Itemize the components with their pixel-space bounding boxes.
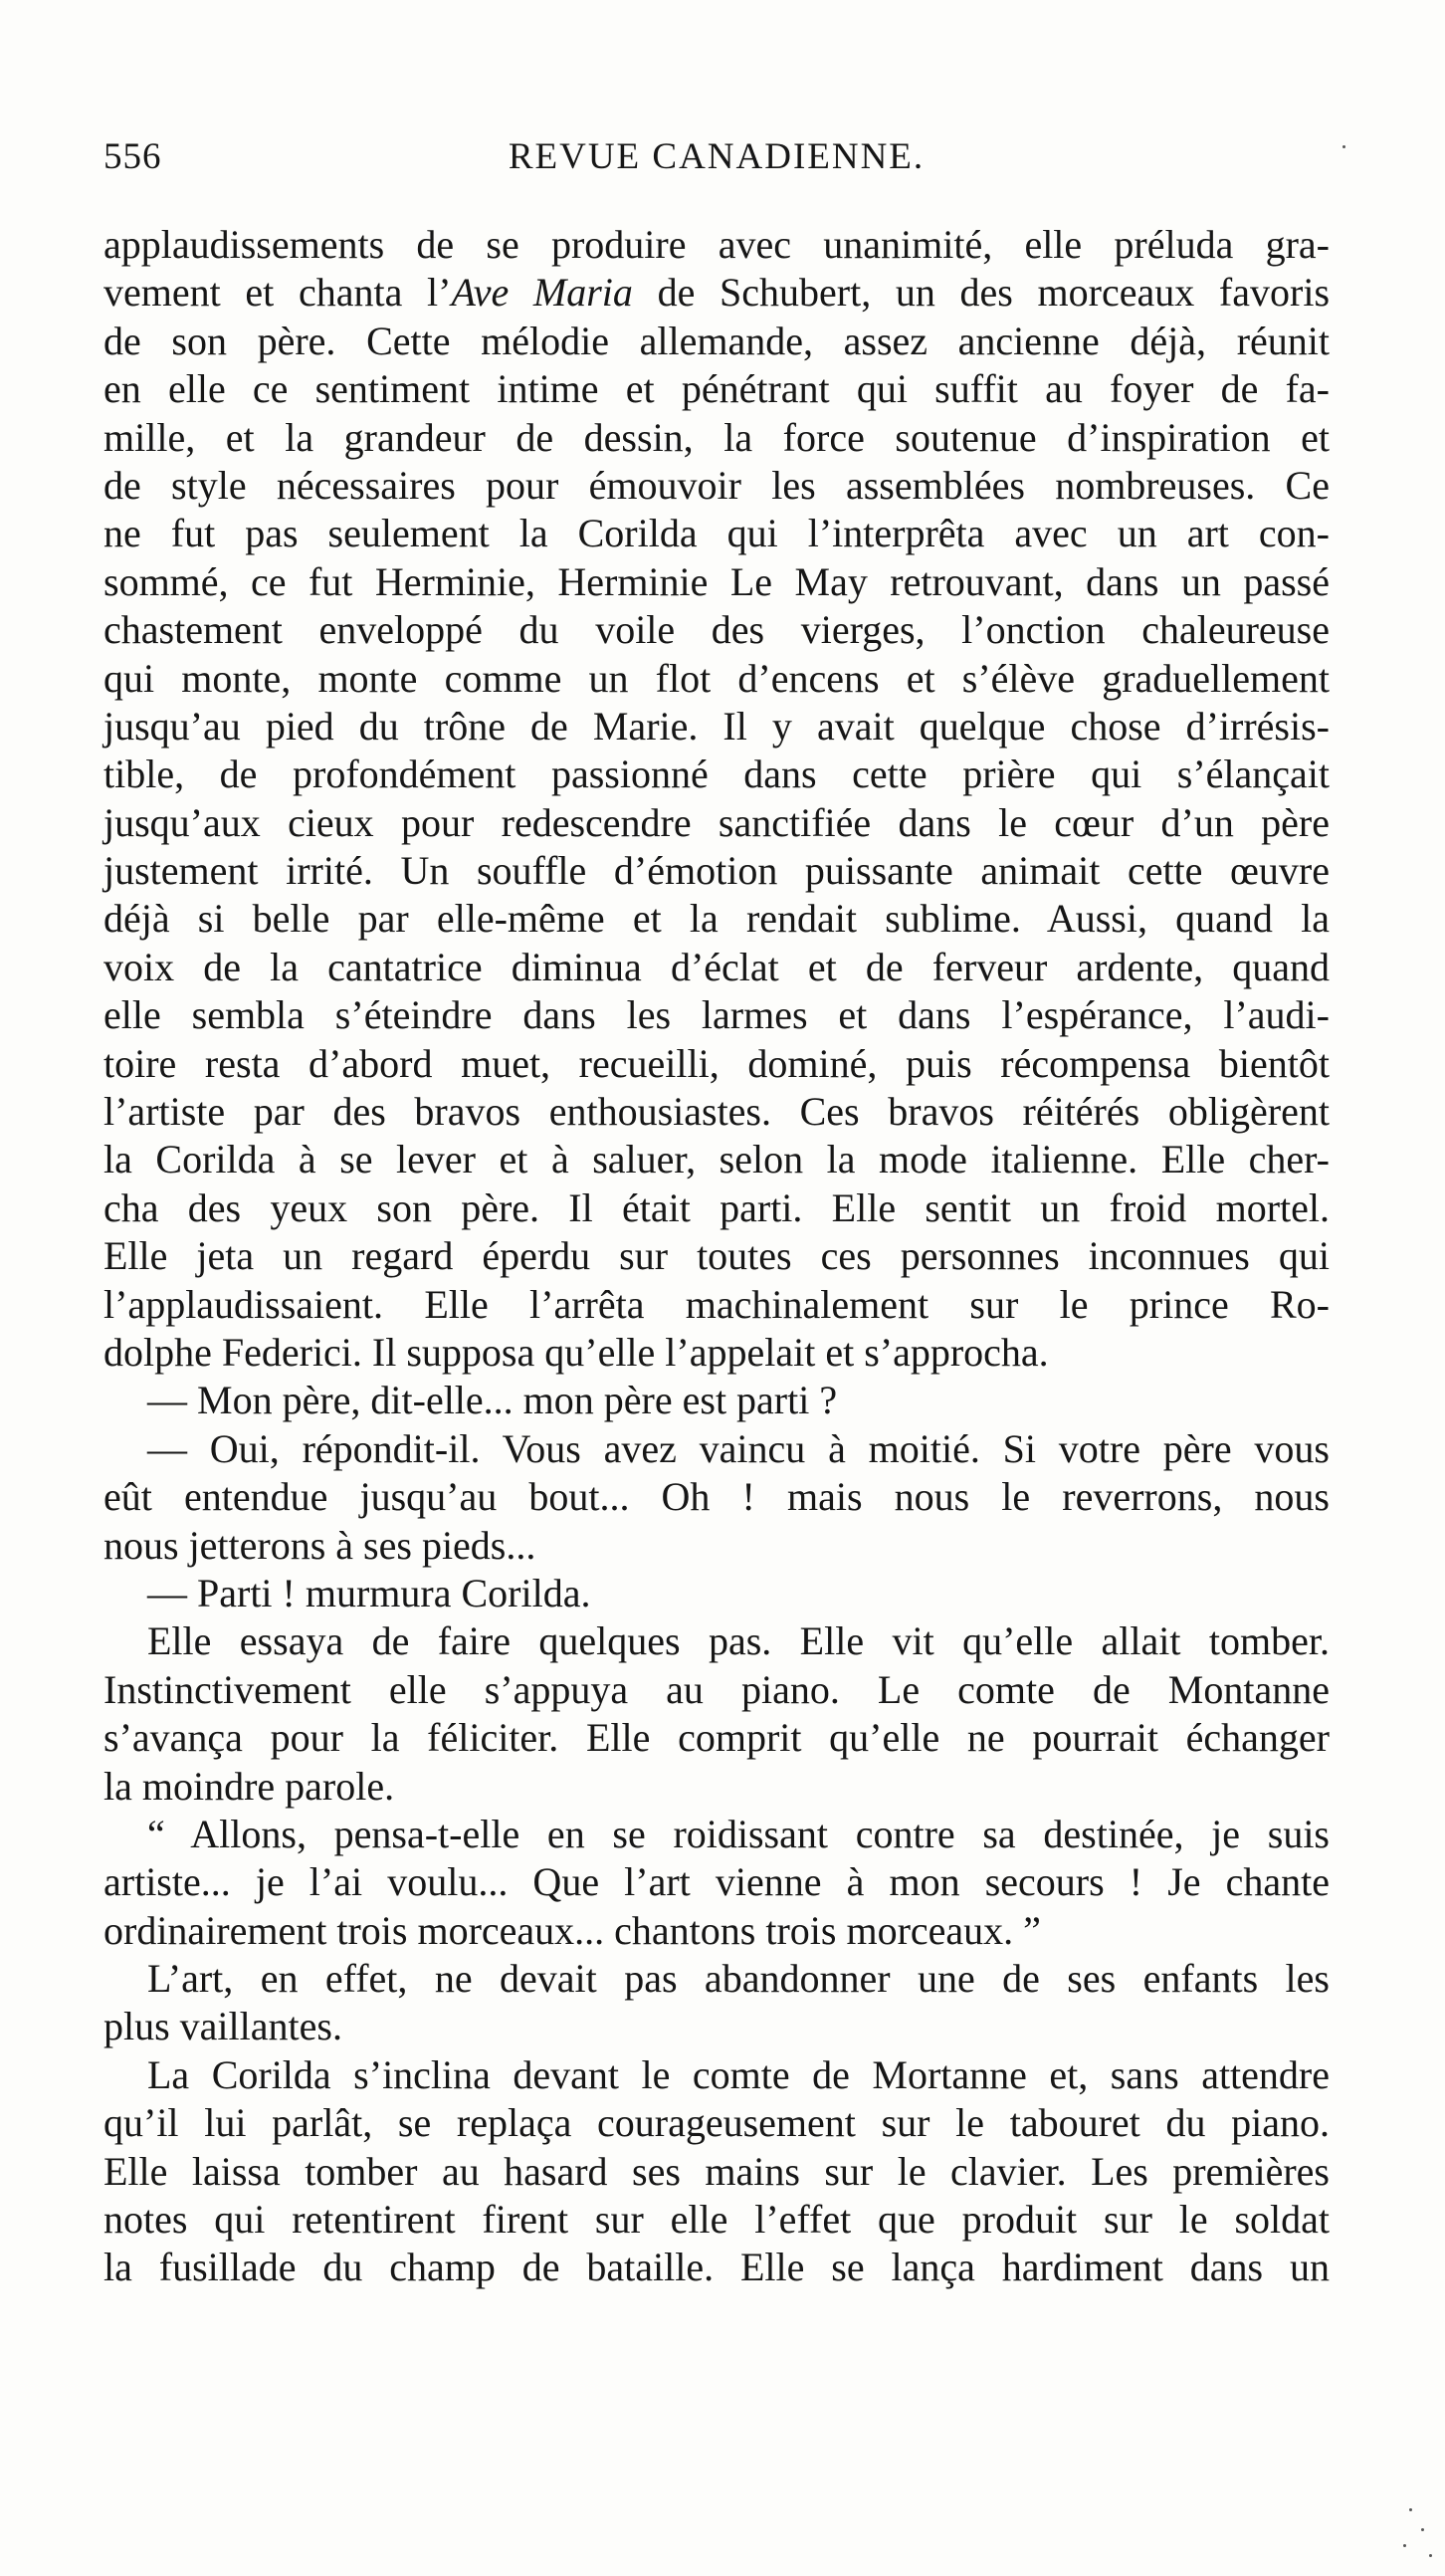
body-text	[103, 221, 1330, 2292]
journal-title: REVUE CANADIENNE.	[508, 136, 926, 177]
text-line: vement et chanta l’Ave Maria de Schubert, un des morceaux favoris	[103, 270, 1331, 316]
paragraph-start: La Corilda s’inclina devant le comte de Mortanne et, sans attendre	[147, 2051, 1330, 2097]
text-line: plus vaillantes.	[103, 2004, 342, 2049]
text-line: mille, et la grandeur de dessin, la force soutenue d’inspiration et	[103, 414, 1330, 460]
text-line: s’avança pour la féliciter. Elle comprit qu’elle ne pourrait échanger	[103, 1715, 1330, 1761]
text-line: la fusillade du champ de bataille. Elle se lança hardiment dans un	[103, 2245, 1330, 2290]
print-speck	[1342, 145, 1345, 148]
text-line: Elle laissa tomber au hasard ses mains sur le clavier. Les premières	[103, 2148, 1330, 2194]
text-line: de style nécessaires pour émouvoir les assemblées nombreuses. Ce	[103, 462, 1330, 508]
paragraph-start: Elle essaya de faire quelques pas. Elle vit qu’elle allait tomber.	[147, 1618, 1330, 1664]
running-head	[103, 135, 1330, 191]
text-line: toire resta d’abord muet, recueilli, dominé, puis récompensa bientôt	[103, 1040, 1330, 1086]
text-line: de son père. Cette mélodie allemande, assez ancienne déjà, réunit	[103, 318, 1330, 363]
text-line: chastement enveloppé du voile des vierges, l’onction chaleureuse	[103, 607, 1330, 653]
dialogue-line: — Oui, répondit-il. Vous avez vaincu à moitié. Si votre père vous	[147, 1425, 1330, 1471]
text-line: l’artiste par des bravos enthousiastes. Ces bravos réitérés obligèrent	[103, 1089, 1330, 1135]
text-line: cha des yeux son père. Il était parti. Elle sentit un froid mortel.	[103, 1184, 1330, 1230]
text-line: voix de la cantatrice diminua d’éclat et de ferveur ardente, quand	[103, 944, 1330, 989]
text-line: déjà si belle par elle-même et la rendait sublime. Aussi, quand la	[103, 896, 1330, 942]
text-line: sommé, ce fut Herminie, Herminie Le May retrouvant, dans un passé	[103, 558, 1330, 604]
italic-title: Ave Maria	[451, 270, 633, 316]
text-line: nous jetterons à ses pieds...	[103, 1522, 536, 1568]
print-speck	[1429, 2554, 1432, 2557]
dialogue-line: — Parti ! murmura Corilda.	[147, 1570, 591, 1615]
text-line: applaudissements de se produire avec unanimité, elle préluda gra-	[103, 222, 1330, 267]
text-line: notes qui retentirent firent sur elle l’effet que produit sur le soldat	[103, 2197, 1330, 2243]
page-number: 556	[103, 136, 162, 177]
text-line: la moindre parole.	[103, 1763, 395, 1809]
text-line: l’applaudissaient. Elle l’arrêta machinalement sur le prince Ro-	[103, 1281, 1330, 1327]
text-line: elle sembla s’éteindre dans les larmes et dans l’espérance, l’audi-	[103, 992, 1330, 1038]
text-line: jusqu’au pied du trône de Marie. Il y avait quelque chose d’irrésis-	[103, 703, 1330, 749]
text-line: tible, de profondément passionné dans cette prière qui s’élançait	[103, 751, 1330, 797]
paragraph-start: L’art, en effet, ne devait pas abandonner une de ses enfants les	[147, 1956, 1330, 2002]
text-line: jusqu’aux cieux pour redescendre sanctifiée dans le cœur d’un père	[103, 799, 1330, 845]
text-line: eût entendue jusqu’au bout... Oh ! mais nous le reverrons, nous	[103, 1474, 1330, 1520]
paragraph-start: “ Allons, pensa-t-elle en se roidissant contre sa destinée, je suis	[147, 1811, 1330, 1856]
text-line: qui monte, monte comme un flot d’encens et s’élève graduellement	[103, 655, 1330, 701]
text-line: ne fut pas seulement la Corilda qui l’interprêta avec un art con-	[103, 511, 1330, 556]
text-line: justement irrité. Un souffle d’émotion puissante animait cette œuvre	[103, 848, 1330, 894]
dialogue-line: — Mon père, dit-elle... mon père est parti ?	[147, 1378, 838, 1423]
text-line: qu’il lui parlât, se replaça courageusement sur le tabouret du piano.	[103, 2100, 1330, 2146]
text-line: la Corilda à se lever et à saluer, selon la mode italienne. Elle cher-	[103, 1137, 1330, 1182]
text-line: dolphe Federici. Il supposa qu’elle l’appelait et s’approcha.	[103, 1329, 1049, 1375]
text-line: en elle ce sentiment intime et pénétrant qui suffit au foyer de fa-	[103, 366, 1330, 412]
text-line: Instinctivement elle s’appuya au piano. Le comte de Montanne	[103, 1666, 1330, 1712]
print-speck	[1409, 2508, 1412, 2511]
print-speck	[1421, 2528, 1424, 2531]
text-line: ordinairement trois morceaux... chantons trois morceaux. ”	[103, 1907, 1041, 1953]
text-line: Elle jeta un regard éperdu sur toutes ces personnes inconnues qui	[103, 1233, 1330, 1279]
text-line: artiste... je l’ai voulu... Que l’art vienne à mon secours ! Je chante	[103, 1859, 1330, 1905]
print-speck	[1403, 2544, 1406, 2547]
